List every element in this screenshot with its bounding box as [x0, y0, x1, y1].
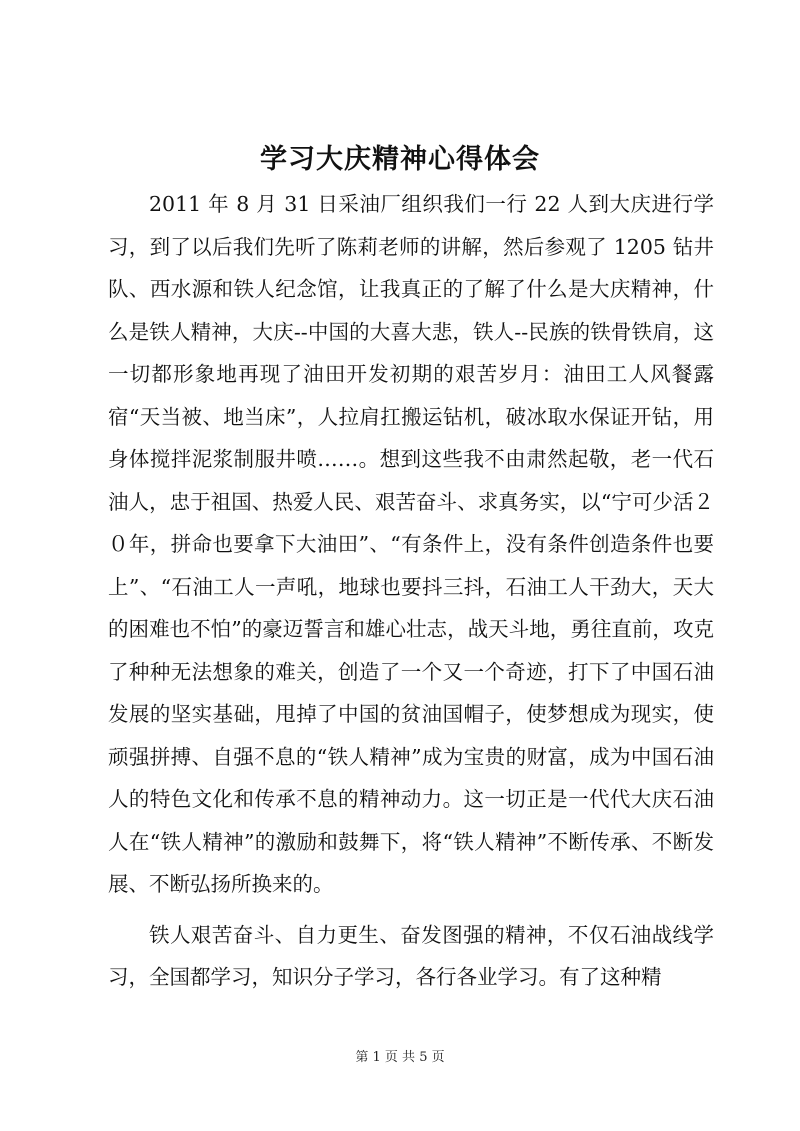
paragraph-1: 2011 年 8 月 31 日采油厂组织我们一行 22 人到大庆进行学习，到了以后我们先听了陈莉老师的讲解，然后参观了 1205 钻井队、西水源和铁人纪念馆，让我真正的了解了什么是大庆精神，什么是铁人精神，大庆--中国的大喜大悲，铁人--民族的铁骨铁肩，这一切都形象地再现了油田开发初期的艰苦岁月：油田工人风餐露宿“天当被、地当床”，人拉肩扛搬运钻机，破冰取水保证开钻，用身体搅拌泥浆制服井喷……。想到这些我不由肃然起敬，老一代石油人，忠于祖国、热爱人民、艰苦奋斗、求真务实，以“宁可少活２０年，拼命也要拿下大油田”、“有条件上，没有条件创造条件也要上”、“石油工人一声吼，地球也要抖三抖，石油工人干劲大，天大的困难也不怕”的豪迈誓言和雄心壮志，战天斗地，勇往直前，攻克了种种无法想象的难关，创造了一个又一个奇迹，打下了中国石油发展的坚实基础，甩掉了中国的贫油国帽子，使梦想成为现实，使顽强拼搏、自强不息的“铁人精神”成为宝贵的财富，成为中国石油人的特色文化和传承不息的精神动力。这一切正是一代代大庆石油人在“铁人精神”的激励和鼓舞下，将“铁人精神”不断传承、不断发展、不断弘扬所换来的。: [108, 192, 714, 896]
page-number-footer: 第 1 页 共 5 页: [355, 1050, 445, 1065]
document-title: 学习大庆精神心得体会: [260, 144, 540, 175]
paragraph-2: 铁人艰苦奋斗、自力更生、奋发图强的精神，不仅石油战线学习，全国都学习，知识分子学习，各行各业学习。有了这种精: [108, 922, 714, 989]
document-body: [108, 183, 714, 999]
